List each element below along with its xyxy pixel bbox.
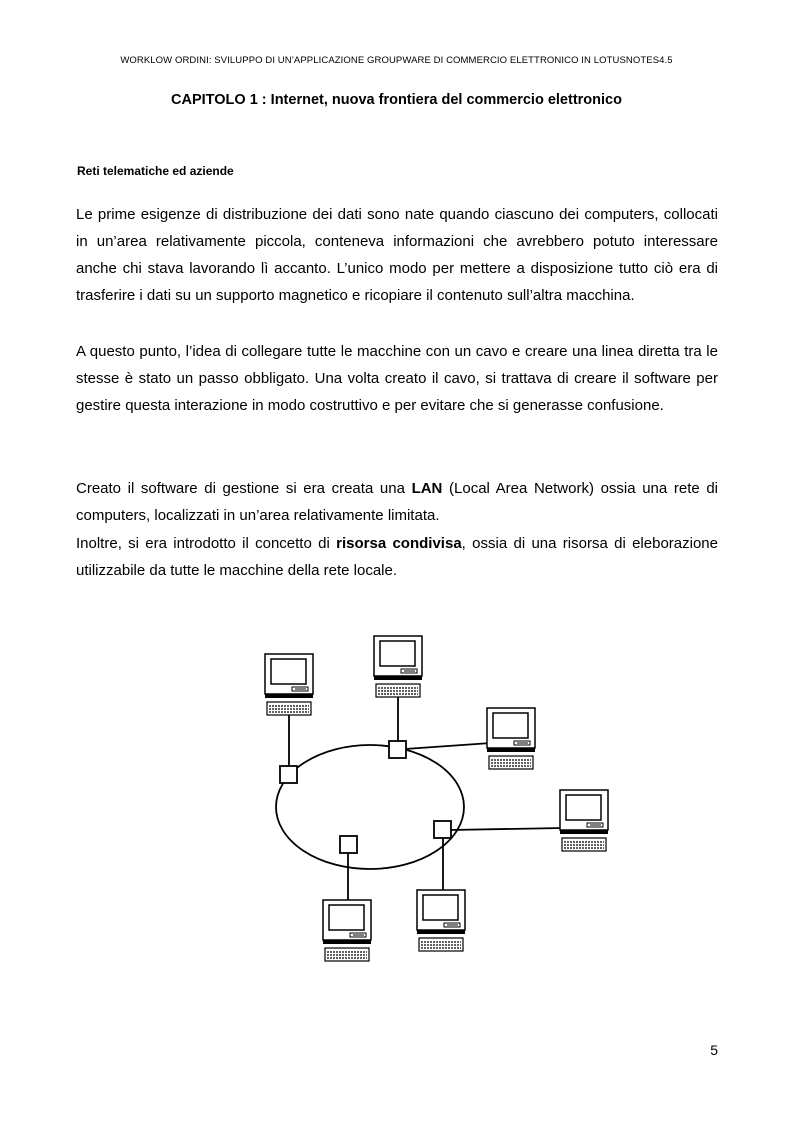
lan-ring-diagram bbox=[259, 633, 631, 973]
paragraph-1: Le prime esigenze di distribuzione dei dati sono nate quando ciascuno dei computers, collocati in un’area relativamente piccola, conteneva informazioni che avrebbero potuto interessare anche chi stava lavorando lì accanto. L’unico modo per mettere a disposizione tutto ciò era di trasferire i dati su un supporto magnetico e ricopiare il contenuto sull’altra macchina. bbox=[76, 206, 718, 304]
computer-right bbox=[560, 790, 608, 851]
chapter-title: CAPITOLO 1 : Internet, nuova frontiera del commercio elettronico bbox=[171, 92, 622, 108]
computer-bottom-right bbox=[417, 890, 465, 951]
computer-right-upper bbox=[487, 708, 535, 769]
paragraph-2: A questo punto, l’idea di collegare tutte le macchine con un cavo e creare una linea diretta tra le stesse è stato un passo obbligato. Una volta creato il cavo, si trattava di creare il software per gestire questa interazione in modo costruttivo e per evitare che si generasse confusione. bbox=[76, 343, 718, 414]
ring-node-top bbox=[389, 741, 406, 758]
section-heading: Reti telematiche ed aziende bbox=[77, 164, 234, 178]
paragraph-4-text-start: Inoltre, si era introdotto il concetto di bbox=[76, 535, 337, 552]
paragraph-3 bbox=[76, 475, 718, 529]
page-number: 5 bbox=[710, 1042, 718, 1058]
computer-bottom-left bbox=[323, 900, 371, 961]
cable-right-upper bbox=[405, 743, 491, 749]
ring-cable bbox=[276, 745, 464, 869]
computer-top-left bbox=[265, 654, 313, 715]
cable-right-lower bbox=[450, 828, 563, 830]
term-lan: LAN bbox=[411, 480, 443, 497]
computer-top bbox=[374, 636, 422, 697]
term-risorsa-condivisa: risorsa condivisa bbox=[336, 535, 462, 552]
ring-node-bottom bbox=[340, 836, 357, 853]
paragraph-3-text-start: Creato il software di gestione si era creata una bbox=[76, 480, 412, 497]
ring-node-right bbox=[434, 821, 451, 838]
paragraph-4 bbox=[76, 530, 718, 584]
ring-node-left bbox=[280, 766, 297, 783]
paragraph-3-text-end: (Local Area Network) ossia una rete di computers, localizzati in un’area relativamente limitata. bbox=[76, 480, 718, 524]
running-header: WORKLOW ORDINI: SVILUPPO DI UN’APPLICAZIONE GROUPWARE DI COMMERCIO ELETTRONICO IN LOTUSNOTES4.5 bbox=[120, 55, 673, 66]
paragraph-4-text-end: , ossia di una risorsa di eleborazione utilizzabile da tutte le macchine della rete locale. bbox=[76, 535, 718, 579]
